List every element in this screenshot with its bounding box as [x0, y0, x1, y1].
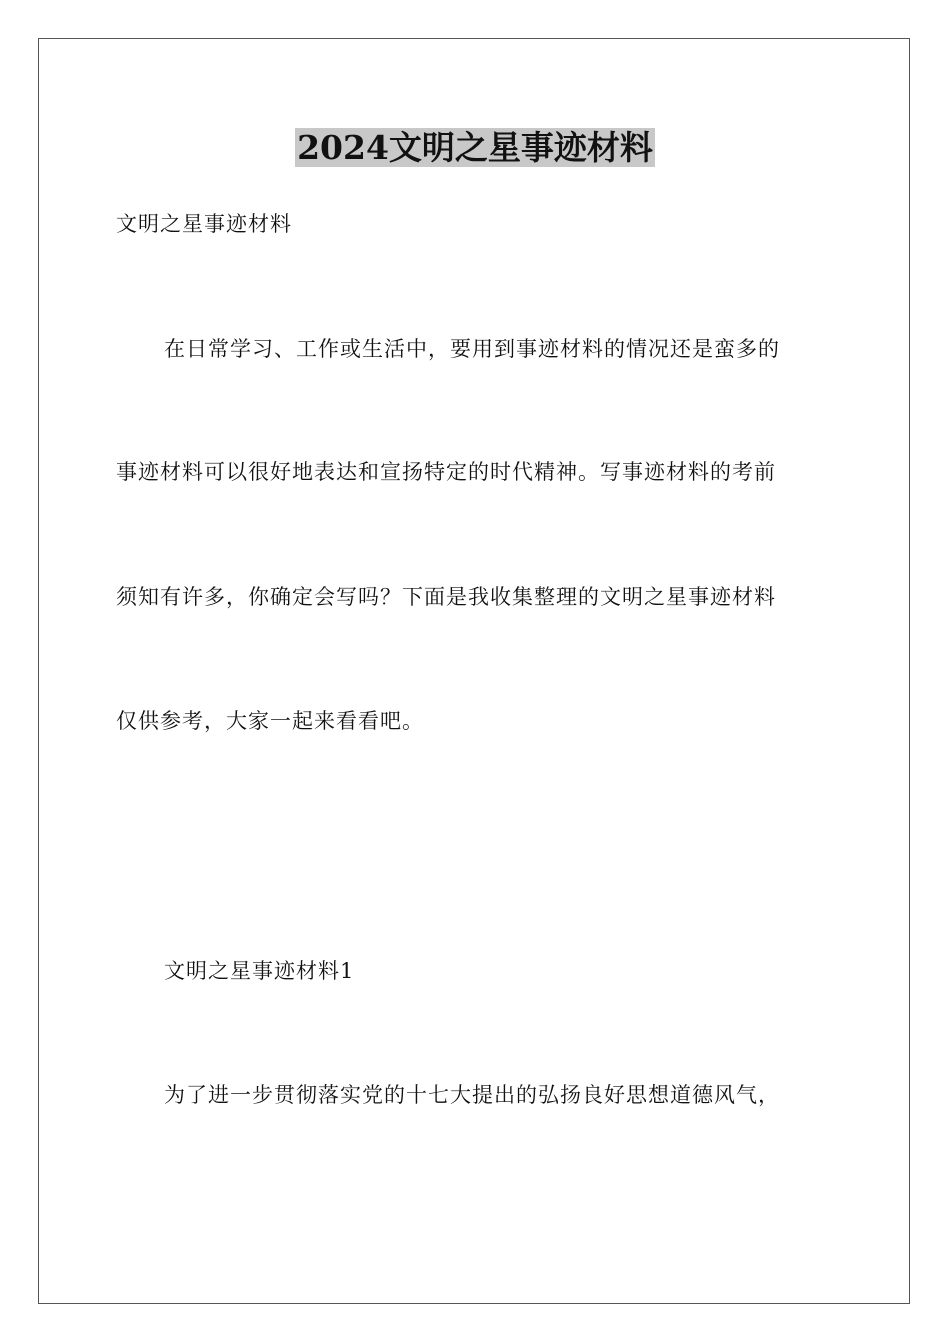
intro-line-2: 事迹材料可以很好地表达和宣扬特定的时代精神。写事迹材料的考前: [116, 460, 776, 484]
document-title: [0, 126, 950, 170]
intro-line-3: 须知有许多，你确定会写吗？下面是我收集整理的文明之星事迹材料: [116, 585, 776, 609]
title-text: 2024文明之星事迹材料: [297, 128, 653, 167]
intro-line-4: 仅供参考，大家一起来看看吧。: [116, 709, 424, 733]
intro-line-1: 在日常学习、工作或生活中，要用到事迹材料的情况还是蛮多的: [164, 337, 780, 361]
section-paragraph-line-1: 为了进一步贯彻落实党的十七大提出的弘扬良好思想道德风气，: [164, 1083, 780, 1107]
section-heading: 文明之星事迹材料1: [164, 959, 355, 983]
document-subtitle: 文明之星事迹材料: [116, 212, 292, 236]
